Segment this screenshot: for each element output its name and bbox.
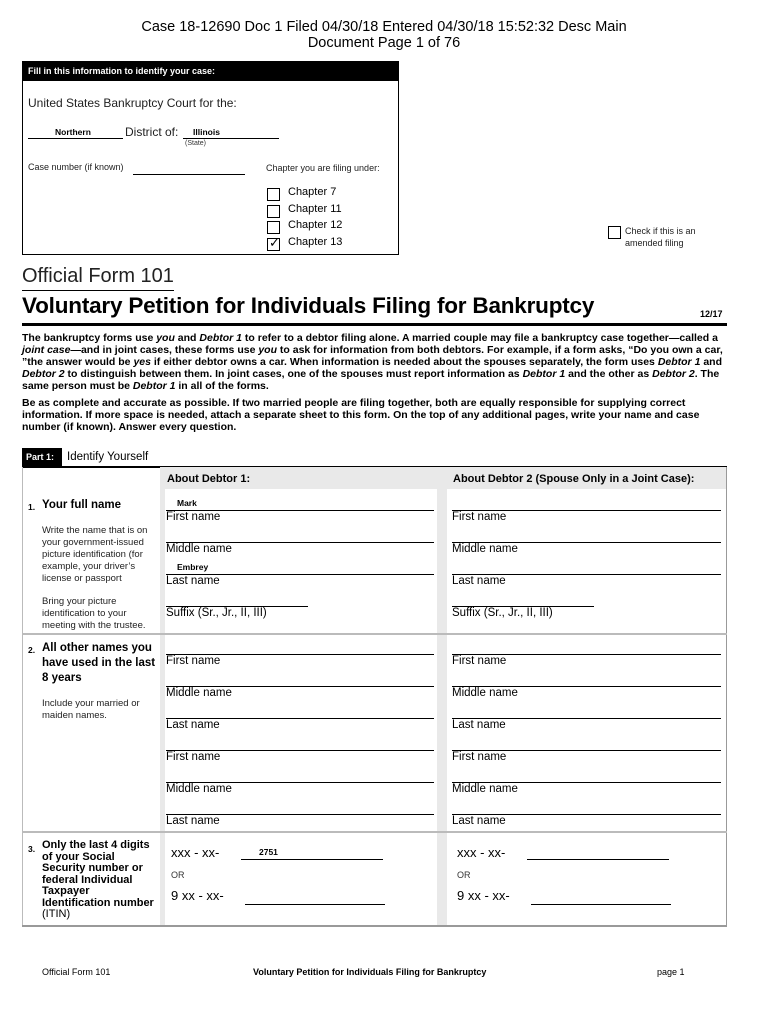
d2-other2-middle-label: Middle name	[452, 783, 518, 795]
q2-title: All other names you have used in the last 8 years	[42, 642, 156, 684]
q3-title: Only the last 4 digits of your Social Security number or federal Individual Taxpayer Identification number (ITIN)	[42, 839, 154, 920]
d2-last-name-label: Last name	[452, 575, 506, 587]
form-title: Voluntary Petition for Individuals Filing for Bankruptcy	[22, 293, 595, 318]
amended-label-line1: Check if this is an	[625, 226, 696, 236]
id-box-heading: Fill in this information to identify your case:	[23, 62, 398, 81]
state-caption: (State)	[185, 140, 207, 147]
d1-other1-first-label: First name	[166, 655, 221, 667]
state-value: Illinois	[193, 127, 220, 137]
d1-first-name-label: First name	[166, 511, 221, 523]
amended-filing-checkbox[interactable]	[608, 226, 621, 239]
d1-other1-last-label: Last name	[166, 719, 220, 731]
chapter-13-checkbox[interactable]	[267, 235, 280, 251]
d1-first-name-value: Mark	[177, 498, 197, 508]
district-label: District of:	[125, 125, 179, 139]
form-revision: 12/17	[700, 309, 723, 319]
d2-itin-prefix: 9 xx - xx-	[457, 888, 510, 903]
amended-label-line2: amended filing	[625, 238, 684, 248]
d1-middle-name-label: Middle name	[166, 543, 232, 555]
debtor1-column-header: About Debtor 1:	[167, 473, 251, 485]
chapter-7-checkbox[interactable]	[267, 188, 280, 201]
d1-other2-last-label: Last name	[166, 815, 220, 827]
check-mark-icon: ✓	[269, 235, 280, 250]
district-value: Northern	[55, 127, 91, 137]
d1-itin-field[interactable]	[245, 904, 385, 905]
footer-form-number: Official Form 101	[42, 967, 111, 977]
d1-last-name-value: Embrey	[177, 562, 209, 572]
d1-ssn-field[interactable]	[241, 859, 383, 860]
d2-first-name-label: First name	[452, 511, 507, 523]
court-label: United States Bankruptcy Court for the:	[28, 96, 237, 110]
d1-ssn-value: 2751	[259, 847, 278, 857]
part1-title: Identify Yourself	[67, 451, 149, 463]
d2-ssn-field[interactable]	[527, 859, 669, 860]
debtor2-column-header: About Debtor 2 (Spouse Only in a Joint Case):	[453, 473, 695, 485]
chapter-7-label: Chapter 7	[288, 186, 337, 198]
q1-title: Your full name	[42, 499, 122, 511]
case-header-line1: Case 18-12690 Doc 1 Filed 04/30/18 Entered 04/30/18 15:52:32 Desc Main	[141, 19, 627, 35]
d2-other1-last-label: Last name	[452, 719, 506, 731]
d2-other1-middle-label: Middle name	[452, 687, 518, 699]
d1-other2-middle-label: Middle name	[166, 783, 232, 795]
q2-number: 2.	[28, 645, 36, 655]
q1-number: 1.	[28, 502, 36, 512]
chapter-12-label: Chapter 12	[288, 219, 343, 231]
case-number-label: Case number (if known)	[28, 162, 124, 172]
d1-other1-middle-label: Middle name	[166, 687, 232, 699]
intro-paragraph-2: Be as complete and accurate as possible. If two married people are filing together, both are equally responsible for supplying correct information. If more space is needed, attach a separate sheet to this form. On the top of any additional pages, write your name and case number (if known). Answer every question.	[22, 397, 700, 433]
case-number-field[interactable]	[133, 174, 245, 175]
d1-other2-first-label: First name	[166, 751, 221, 763]
chapter-13-label: Chapter 13	[288, 236, 343, 248]
chapter-11-label: Chapter 11	[288, 203, 342, 215]
amended-filing-label	[625, 225, 696, 249]
footer-page-number: page 1	[657, 967, 685, 977]
d2-or-label: OR	[457, 870, 471, 880]
d2-suffix-label: Suffix (Sr., Jr., II, III)	[452, 607, 553, 619]
q2-note: Include your married or maiden names.	[42, 698, 140, 721]
case-header-line2: Document Page 1 of 76	[307, 35, 461, 51]
q1-note-trustee: Bring your picture identification to your meeting with the trustee.	[42, 596, 146, 631]
d1-suffix-label: Suffix (Sr., Jr., II, III)	[166, 607, 267, 619]
footer-form-title: Voluntary Petition for Individuals Filing for Bankruptcy	[253, 967, 487, 977]
d2-ssn-prefix: xxx - xx-	[457, 845, 506, 860]
d1-or-label: OR	[171, 870, 185, 880]
d2-other1-first-label: First name	[452, 655, 507, 667]
q3-number: 3.	[28, 844, 36, 854]
d2-middle-name-label: Middle name	[452, 543, 518, 555]
chapter-label: Chapter you are filing under:	[266, 163, 380, 173]
d1-last-name-label: Last name	[166, 575, 220, 587]
d2-other2-first-label: First name	[452, 751, 507, 763]
d2-other2-last-label: Last name	[452, 815, 506, 827]
part1-tag: Part 1:	[22, 448, 62, 466]
case-identification-box	[22, 61, 399, 255]
q1-note-id: Write the name that is on your government-issued picture identification (for example, your driver’s license or passport	[42, 525, 148, 584]
intro-paragraph-1: The bankruptcy forms use you and Debtor 1 to refer to a debtor filing alone. A married couple may file a bankruptcy case together—called a joint case—and in joint cases, these forms use you to ask for information from both debtors. For example, if a form asks, “Do you own a car, ”the answer would be yes if either debtor owns a car. When information is needed about the spouses separately, the form uses Debtor 1 and Debtor 2 to distinguish between them. In joint cases, one of the spouses must report information as Debtor 1 and the other as Debtor 2. The same person must be Debtor 1 in all of the forms.	[22, 332, 723, 392]
d1-itin-prefix: 9 xx - xx-	[171, 888, 224, 903]
chapter-12-checkbox[interactable]	[267, 221, 280, 234]
official-form-label: Official Form 101	[22, 265, 174, 287]
d1-ssn-prefix: xxx - xx-	[171, 845, 220, 860]
d2-itin-field[interactable]	[531, 904, 671, 905]
chapter-11-checkbox[interactable]	[267, 205, 280, 218]
